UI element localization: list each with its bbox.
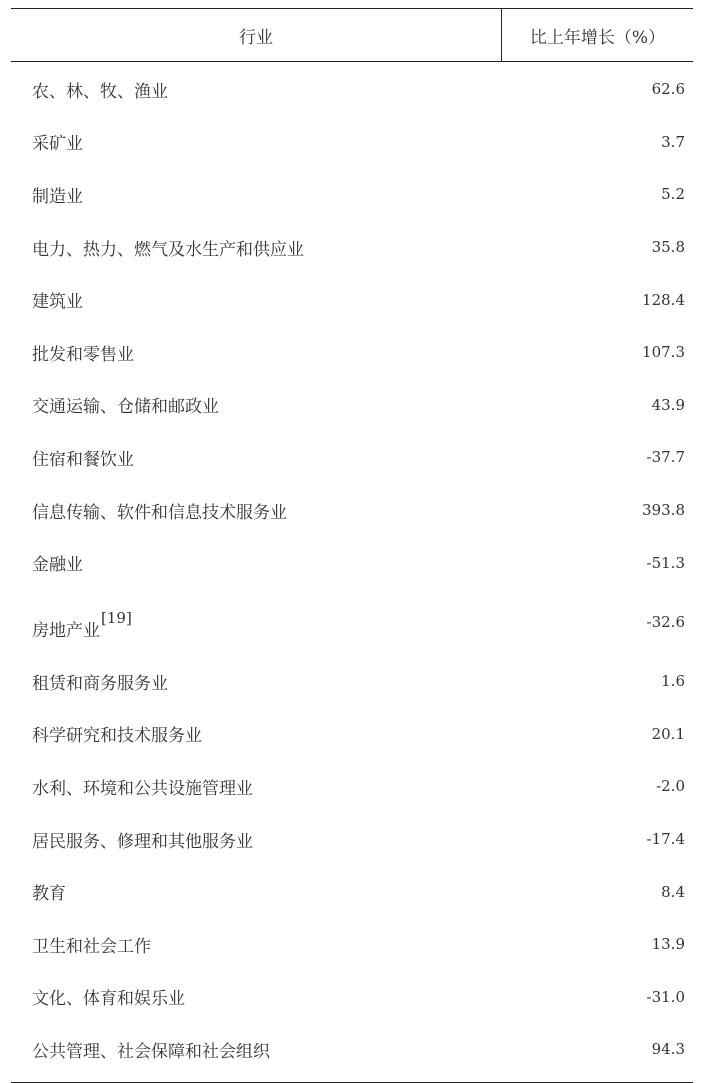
row-growth: 8.4	[661, 882, 685, 901]
table-row	[11, 865, 693, 918]
table-row	[11, 326, 693, 379]
row-industry: 采矿业	[32, 134, 83, 155]
row-industry: 居民服务、修理和其他服务业	[32, 831, 253, 852]
row-industry: 信息传输、软件和信息技术服务业	[32, 502, 287, 523]
row-growth: 20.1	[651, 724, 685, 743]
row-industry: 租赁和商务服务业	[32, 673, 168, 694]
row-growth: 62.6	[651, 80, 685, 99]
row-industry: 建筑业	[32, 292, 83, 313]
row-growth: 5.2	[661, 185, 685, 204]
table-row	[11, 168, 693, 221]
row-industry: 科学研究和技术服务业	[32, 726, 202, 747]
table-row	[11, 918, 693, 971]
row-industry: 电力、热力、燃气及水生产和供应业	[32, 239, 304, 260]
row-industry: 农、林、牧、渔业	[32, 81, 168, 102]
row-growth: -32.6	[646, 612, 685, 631]
row-growth: 107.3	[642, 343, 685, 362]
table-row	[11, 116, 693, 169]
row-growth: -37.7	[646, 448, 685, 467]
footnote-reference: [19]	[101, 609, 132, 628]
row-industry: 批发和零售业	[32, 344, 134, 365]
table-row	[11, 63, 693, 116]
row-industry: 住宿和餐饮业	[32, 449, 134, 470]
row-growth: -51.3	[646, 553, 685, 572]
row-growth: 94.3	[651, 1040, 685, 1059]
table-row	[11, 379, 693, 432]
table-row	[11, 971, 693, 1024]
header-industry: 行业	[11, 9, 502, 61]
row-growth: 13.9	[651, 935, 685, 954]
row-growth: 1.6	[661, 672, 685, 691]
industry-growth-table	[11, 8, 693, 1083]
row-industry: 文化、体育和娱乐业	[32, 989, 185, 1010]
table-row	[11, 708, 693, 761]
row-growth: -17.4	[646, 830, 685, 849]
row-industry: 水利、环境和公共设施管理业	[32, 778, 253, 799]
row-industry: 金融业	[32, 555, 83, 576]
table-row	[11, 221, 693, 274]
header-growth: 比上年增长（%）	[529, 27, 666, 48]
row-growth: 43.9	[651, 395, 685, 414]
row-growth: -31.0	[646, 987, 685, 1006]
row-industry: 制造业	[32, 186, 83, 207]
row-industry: 教育	[32, 884, 66, 905]
row-growth: -2.0	[656, 777, 685, 796]
table-row	[11, 760, 693, 813]
table-row	[11, 1023, 693, 1076]
table-row	[11, 813, 693, 866]
row-industry: 公共管理、社会保障和社会组织	[32, 1041, 270, 1062]
table-row	[11, 536, 693, 589]
row-growth: 128.4	[642, 290, 685, 309]
row-industry: 卫生和社会工作	[32, 936, 151, 957]
row-industry-with-note	[11, 602, 501, 641]
table-row	[11, 484, 693, 537]
table-row	[11, 589, 693, 655]
row-growth: 393.8	[642, 501, 685, 520]
table-header	[11, 9, 693, 62]
table-row	[11, 431, 693, 484]
table-row	[11, 655, 693, 708]
row-growth: 3.7	[661, 132, 685, 151]
row-industry: 交通运输、仓储和邮政业	[32, 397, 219, 418]
row-growth: 35.8	[651, 238, 685, 257]
table-body	[11, 62, 693, 1082]
row-industry: 房地产业	[32, 621, 100, 642]
table-row	[11, 273, 693, 326]
